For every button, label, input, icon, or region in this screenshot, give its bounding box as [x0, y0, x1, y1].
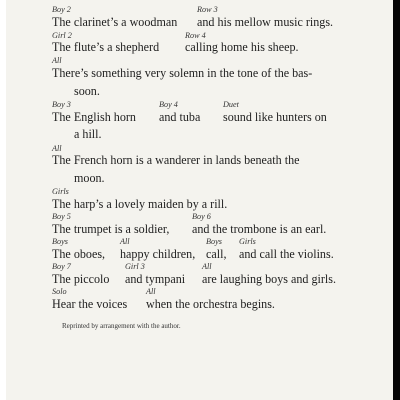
speaker-label: Boy 5: [52, 212, 71, 221]
speaker-label: Girl 2: [52, 31, 72, 40]
speaker-label: Boys: [52, 237, 68, 246]
speaker-label: Boy 3: [52, 100, 71, 109]
speaker-label: All: [202, 262, 212, 271]
speaker-label: Duet: [223, 100, 239, 109]
poem-line: are laughing boys and girls.: [202, 272, 337, 286]
speaker-label: All: [120, 237, 130, 246]
poem-line: The trumpet is a soldier,: [52, 222, 170, 236]
poem-line: Hear the voices: [52, 297, 128, 311]
speaker-label: Girl 3: [125, 262, 145, 271]
poem-line: There’s something very solemn in the tone of the bas-: [52, 66, 313, 80]
speaker-label: Boys: [206, 237, 222, 246]
speaker-label: All: [52, 56, 62, 65]
speaker-label: Solo: [52, 287, 67, 296]
poem-line: The harp’s a lovely maiden by a rill.: [52, 197, 228, 211]
speaker-label: Girls: [52, 187, 69, 196]
speaker-label: Row 4: [185, 31, 206, 40]
poem-line: The English horn: [52, 110, 136, 124]
poem-line: soon.: [74, 84, 100, 98]
poem-line: a hill.: [74, 127, 102, 141]
poem-line: call,: [206, 247, 227, 261]
poem-line: and the trombone is an earl.: [192, 222, 327, 236]
page-edge-shadow: [393, 0, 400, 400]
speaker-label: Boy 7: [52, 262, 71, 271]
speaker-label: Row 3: [197, 5, 218, 14]
speaker-label: Girls: [239, 237, 256, 246]
poem-line: and his mellow music rings.: [197, 15, 334, 29]
poem-line: The oboes,: [52, 247, 106, 261]
poem-line: The clarinet’s a woodman: [52, 15, 178, 29]
poem-line: The piccolo: [52, 272, 110, 286]
poem-line: The French horn is a wanderer in lands beneath the: [52, 153, 300, 167]
speaker-label: All: [146, 287, 156, 296]
poem-line: when the orchestra begins.: [146, 297, 275, 311]
speaker-label: Boy 2: [52, 5, 71, 14]
speaker-label: Boy 6: [192, 212, 211, 221]
credit-note: Reprinted by arrangement with the author.: [62, 322, 181, 330]
poem-line: and tuba: [159, 110, 201, 124]
poem-line: and call the violins.: [239, 247, 334, 261]
poem-line: sound like hunters on: [223, 110, 327, 124]
poem-line: happy children,: [120, 247, 196, 261]
book-page: [6, 0, 393, 400]
poem-line: and tympani: [125, 272, 186, 286]
poem-line: moon.: [74, 171, 105, 185]
speaker-label: Boy 4: [159, 100, 178, 109]
poem-line: calling home his sheep.: [185, 40, 299, 54]
poem-line: The flute’s a shepherd: [52, 40, 160, 54]
speaker-label: All: [52, 144, 62, 153]
